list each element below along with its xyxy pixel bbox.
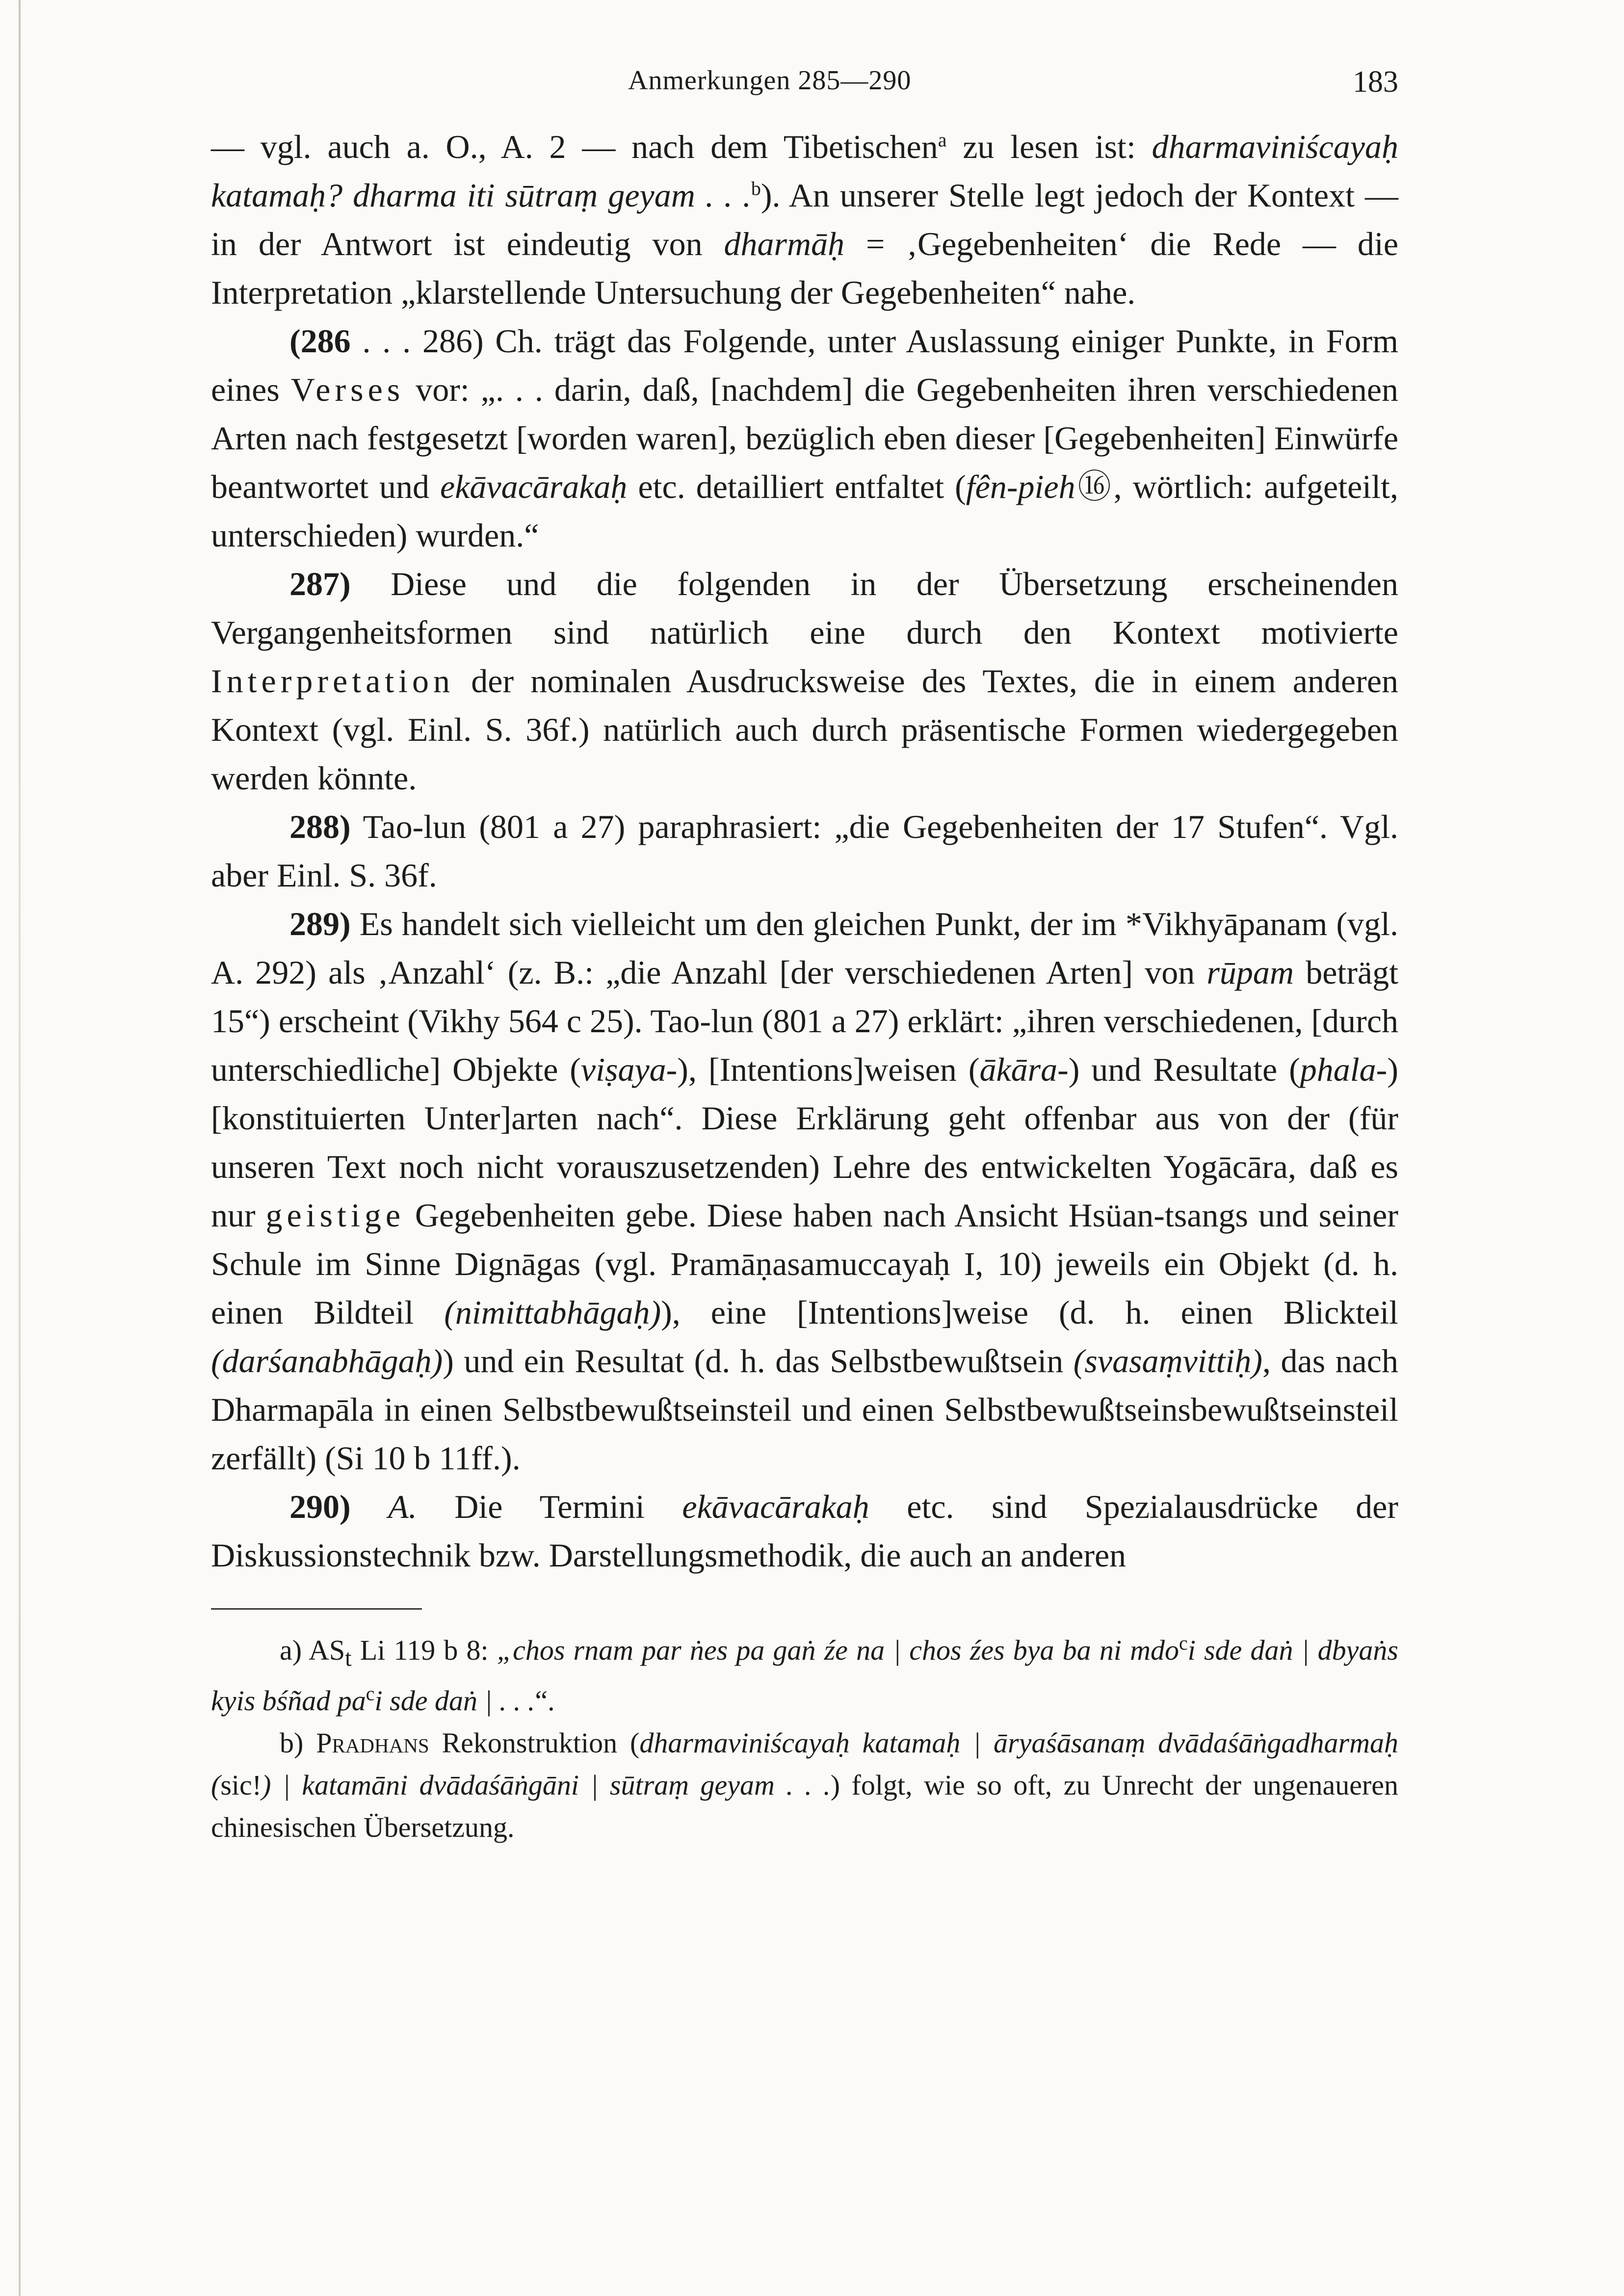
note-289: 289) Es handelt sich vielleicht um den gleichen Punkt, der im *Vikhyāpanam (vgl. A. 292) als ‚Anzahl‘ (z. B.: „die Anzahl [der verschiedenen Arten] von rūpam beträgt 15“) erscheint (Vikhy 564 c 25). Tao-lun (801 a 27) erklärt: „ihren verschiedenen, [durch unterschiedliche] Objekte (viṣaya-), [Intentions]weisen (ākāra-) und Resultate (phala-) [konstituierten Unter]arten nach“. Diese Erklärung geht offenbar aus von der (für unseren Text noch nicht vorauszusetzenden) Lehre des entwickelten Yogācāra, daß es nur geistige Gegebenheiten gebe. Diese haben nach Ansicht Hsüan-tsangs und seiner Schule im Sinne Dignāgas (vgl. Pramāṇasamuccayaḥ I, 10) jeweils ein Objekt (d. h. einen Bildteil (nimittabhāgaḥ)), eine [Intentions]weise (d. h. einen Blickteil (darśanabhāgaḥ)) und ein Resultat (d. h. das Selbstbewußtsein (svasaṃvittiḥ), das nach Dharmapāla in einen Selbstbewußtseinsteil und einen Selbstbewußtseinsbewußtseinsteil zerfällt) (Si 10 b 11ff.). — [211, 905, 1399, 1477]
book-page — [211, 59, 1398, 1849]
footnote-rule — [211, 1608, 422, 1610]
running-head: Anmerkungen 285—290 — [628, 65, 912, 96]
paragraph-continuation: — vgl. auch a. O., A. 2 — nach dem Tibetischen$^a$ zu lesen ist: dharmaviniścayaḥ katamaḥ? dharma iti sūtraṃ geyam . . .$^b$). An unserer Stelle legt jedoch der Kontext — in der Antwort ist eindeutig von dharmāḥ = ‚Gegebenheiten‘ die Rede — die Interpretation „klarstellende Untersuchung der Gegebenheiten“ nahe. — [211, 128, 1399, 311]
note-287: 287) Diese und die folgenden in der Übersetzung erscheinenden Vergangenheitsformen sind natürlich eine durch den Kontext motivierte Interpretation der nominalen Ausdrucksweise des Textes, die in einem anderen Kontext (vgl. Einl. S. 36f.) natürlich auch durch präsentische Formen wiedergegeben werden könnte. — [211, 565, 1398, 797]
page-number: 183 — [1353, 65, 1398, 99]
footnotes — [211, 1629, 1398, 1849]
note-286: (286 . . . 286) Ch. trägt das Folgende, unter Auslassung einiger Punkte, in Form eines Verses vor: „. . . darin, daß, [nachdem] die Gegebenheiten ihren verschiedenen Arten nach festgesetzt [worden waren], bezüglich eben dieser [Gegebenheiten] Einwürfe beantwortet und ekāvacārakaḥ etc. detailliert entfaltet (fên-pieh⑯, wörtlich: aufgeteilt, unterschieden) wurden.“ — [211, 322, 1398, 554]
footnote-a: a) $AS_t$ Li 119 b 8: „chos rnam par ṅes pa gaṅ źe na | chos źes bya ba ni mdo$^c$i sde daṅ | dbyaṅs kyis bśñad $pa^ci$ sde daṅ | . . .“. — [211, 1632, 1398, 1717]
page-edge-shadow — [19, 0, 21, 2296]
note-290: 290) A. Die Termini ekāvacārakaḥ etc. sind Spezialausdrücke der Diskussionstechnik bzw. Darstellungsmethodik, die auch an anderen — [211, 1488, 1398, 1574]
footnote-b: b) Pradhans Rekonstruktion (dharmaviniścayaḥ katamaḥ | āryaśāsanaṃ dvādaśāṅgadharmaḥ (sic!) | katamāni dvādaśāṅgāni | sūtraṃ geyam . . .) folgt, wie so oft, zu Unrecht der ungenaueren chinesischen Übersetzung. — [211, 1726, 1398, 1843]
main-text — [211, 123, 1398, 1580]
note-288: 288) Tao-lun (801 a 27) paraphrasiert: „die Gegebenheiten der 17 Stufen“. Vgl. aber Einl. S. 36f. — [211, 808, 1398, 894]
page-header — [211, 59, 1398, 113]
